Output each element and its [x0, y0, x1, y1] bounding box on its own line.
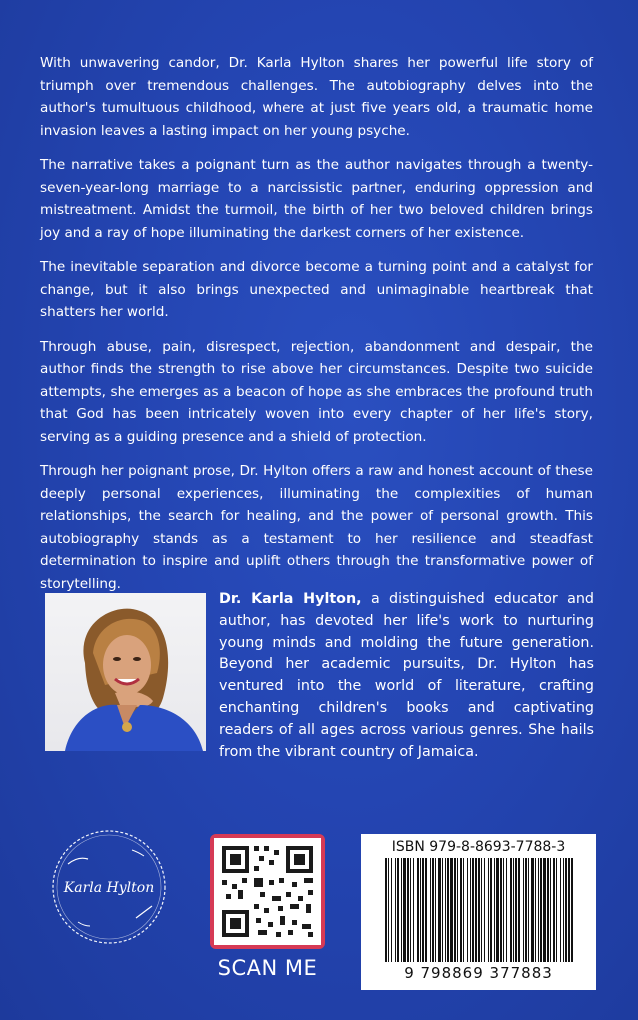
- signature-text: Karla Hylton: [63, 880, 155, 896]
- author-photo: [45, 593, 206, 751]
- author-signature-logo: [48, 826, 170, 948]
- barcode-digits: 9 798869 377883: [404, 964, 553, 982]
- blurb-paragraph: The narrative takes a poignant turn as the author navigates through a twenty-seven-year-long marriage to a narcissistic partner, enduring oppression and mistreatment. Amidst the turmoil, the birth of her two beloved children brings joy and a ray of hope illuminating the darkest corners of her existence.: [40, 157, 593, 241]
- qr-code[interactable]: [210, 834, 325, 949]
- isbn-number: ISBN 979-8-8693-7788-3: [391, 839, 566, 855]
- blurb-paragraph: With unwavering candor, Dr. Karla Hylton shares her powerful life story of triumph over tremendous challenges. The autobiography delves into the author's tumultuous childhood, where at just five years old, a traumatic home invasion leaves a lasting impact on her young psyche.: [40, 55, 593, 139]
- blurb-paragraph: Through her poignant prose, Dr. Hylton offers a raw and honest account of these deeply personal experiences, illuminating the complexities of human relationships, the search for healing, and the power of personal growth. This autobiography stands as a testament to her resilience and steadfast determination to inspire and uplift others through the transformative power of storytelling.: [40, 463, 593, 592]
- qr-code-icon: [214, 838, 321, 945]
- author-portrait-illustration: [45, 593, 206, 751]
- blurb-paragraph: Through abuse, pain, disrespect, rejection, abandonment and despair, the author finds the strength to rise above her circumstances. Despite two suicide attempts, she emerges as a beacon of hope as she embraces the profound truth that God has been intricately woven into every chapter of her life's story, serving as a guiding presence and a shield of protection.: [40, 338, 593, 445]
- scan-me-label: SCAN ME: [217, 956, 318, 980]
- author-name: Dr. Karla Hylton,: [219, 591, 362, 607]
- back-cover-blurb: [40, 52, 593, 607]
- author-bio: [219, 589, 594, 763]
- isbn-barcode: [361, 834, 596, 990]
- blurb-paragraph: The inevitable separation and divorce become a turning point and a catalyst for change, but it also brings unexpected and unimaginable heartbreak that shatters her world.: [40, 259, 593, 320]
- author-bio-text: a distinguished educator and author, has devoted her life's work to nurturing young minds and molding the future generation. Beyond her academic pursuits, Dr. Hylton has ventured into the world of literature, crafting enchanting children's books and captivating readers of all ages across various genres. She hails from the vibrant country of Jamaica.: [219, 591, 594, 760]
